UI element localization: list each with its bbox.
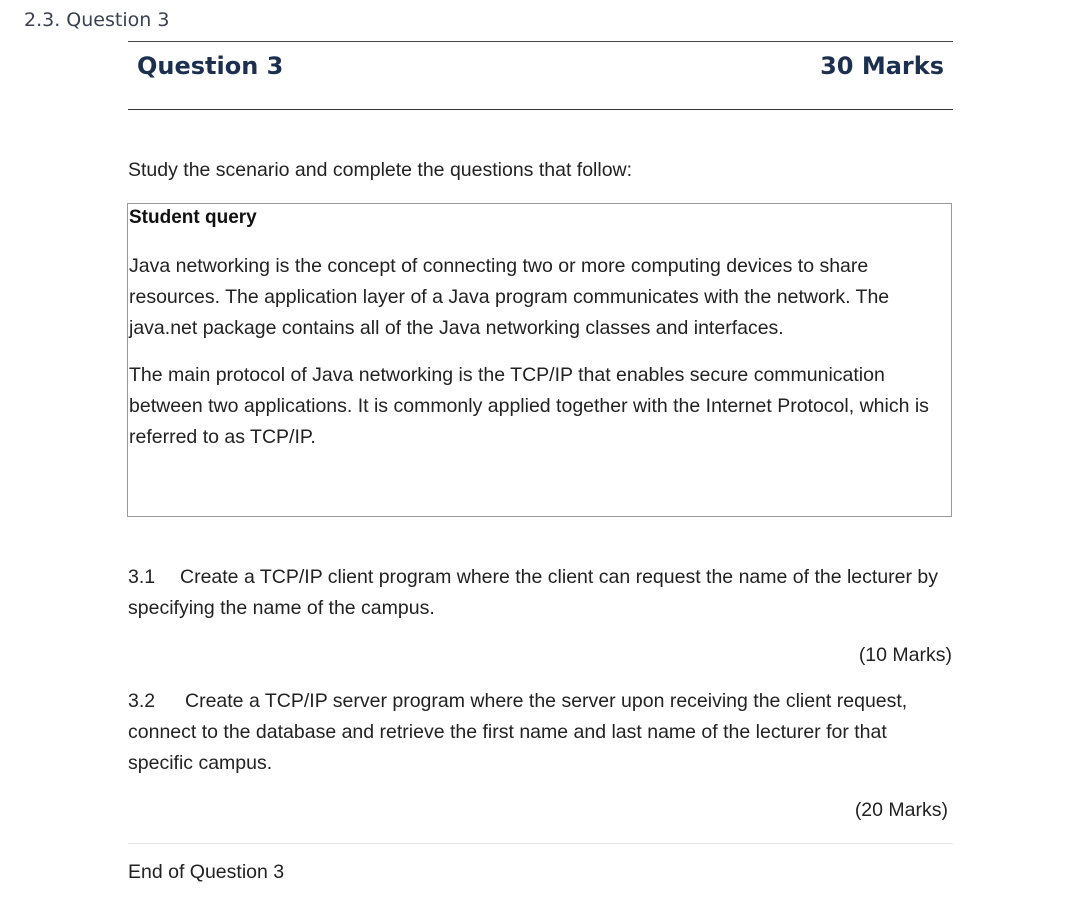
question-3-2-line [128, 686, 958, 717]
question-3-1-line: specifying the name of the campus. [128, 597, 435, 619]
question-total-marks: 30 Marks [820, 52, 944, 80]
question-3-2-line: specific campus. [128, 752, 273, 774]
scenario-p2-line: The main protocol of Java networking is the TCP/IP that enables secure communication [129, 364, 885, 386]
question-3-1-line [128, 562, 958, 593]
header-top-rule [128, 41, 953, 42]
question-number: 3.1 [128, 566, 156, 588]
header-bottom-rule [128, 109, 953, 110]
scenario-p1-line: java.net package contains all of the Java networking classes and interfaces. [129, 317, 784, 339]
question-3-1 [128, 562, 958, 624]
scenario-heading: Student query [129, 207, 257, 228]
question-title: Question 3 [137, 52, 284, 80]
instruction-text: Study the scenario and complete the questions that follow: [128, 159, 633, 181]
section-label: 2.3. Question 3 [24, 9, 170, 31]
scenario-p2-line: between two applications. It is commonly applied together with the Internet Protocol, which is [129, 395, 929, 417]
question-3-2-marks: (20 Marks) [854, 799, 948, 821]
end-of-question-text: End of Question 3 [128, 861, 285, 883]
scenario-paragraph-2 [129, 360, 953, 453]
scenario-paragraph-1 [129, 251, 953, 344]
question-3-1-marks: (10 Marks) [858, 644, 952, 666]
question-number: 3.2 [128, 690, 156, 712]
scenario-p1-line: resources. The application layer of a Java program communicates with the network. The [129, 286, 890, 308]
scenario-box [127, 203, 952, 517]
question-3-2-line: connect to the database and retrieve the first name and last name of the lecturer for that [128, 721, 887, 743]
question-text: Create a TCP/IP client program where the client can request the name of the lecturer by [180, 566, 939, 588]
scenario-p2-line: referred to as TCP/IP. [129, 426, 316, 448]
question-3-2 [128, 686, 958, 779]
question-text: Create a TCP/IP server program where the server upon receiving the client request, [185, 690, 908, 712]
end-divider [128, 843, 953, 844]
scenario-p1-line: Java networking is the concept of connecting two or more computing devices to share [129, 255, 869, 277]
